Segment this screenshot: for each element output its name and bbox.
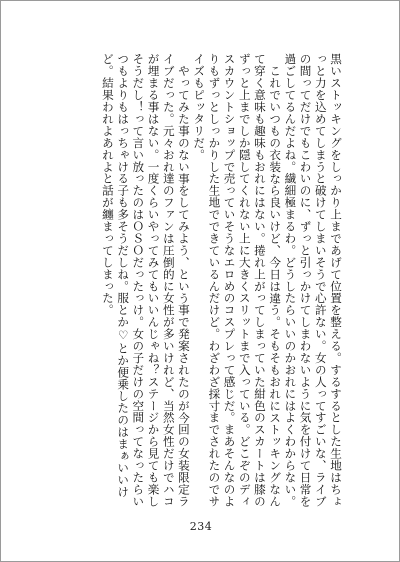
- paragraph-3: やってみた事のない事をしてみよう、という事で発案されたのが今回の女装限定ライブだった。元々おれ達のファンは圧倒的に女性が多いけれど、当然女性だけでハコが埋まる事はない。一度くらいやってみてもいいんじゃね？ステージから見ても楽しそうだし！って言い放ったのはＯＳＯだったっけ。女の子だけの空間ってなったらいつもよりもはっちゃける子も多そうだしね。服とか♡とか便乗したのはまぁいいけど。結果われよあれよと話が纏まってしまった。: [100, 53, 191, 508]
- paragraph-2: これでいつもの衣装なら良いけど、今日は違う。そもそもおれにストッキングなんて穿く意味も趣味もおれにはない。捲れ上がってしまっていた紺色のスカートは膝のずっと上までしか隠してくれない上に大きくスリットまで入っている。どこぞのディスカウントショップで売っていそうなエロめのコスプレって感じだ。まあそんなのよりもずっとしっかりした生地でできているんだけど。わざわざ採寸までされたのでサイズもピッタリだ。: [192, 53, 283, 508]
- vertical-body-text: [43, 53, 343, 509]
- page-number: 234: [189, 520, 213, 533]
- paragraph-1: 黒いストッキングをしっかり上まであげて位置を整える。するするとした生地はちょっと力を込めてしまうと破けてしまいそうで心許ない。女の人ってすごいな、ライブの間ってだけでもこわいのに、ずっと引っかけてしまわないように気を付けて日常を過ごしてるんだよね。繊細極まるわ。どうしたらいいのかおれにはよくわからない。: [283, 53, 343, 508]
